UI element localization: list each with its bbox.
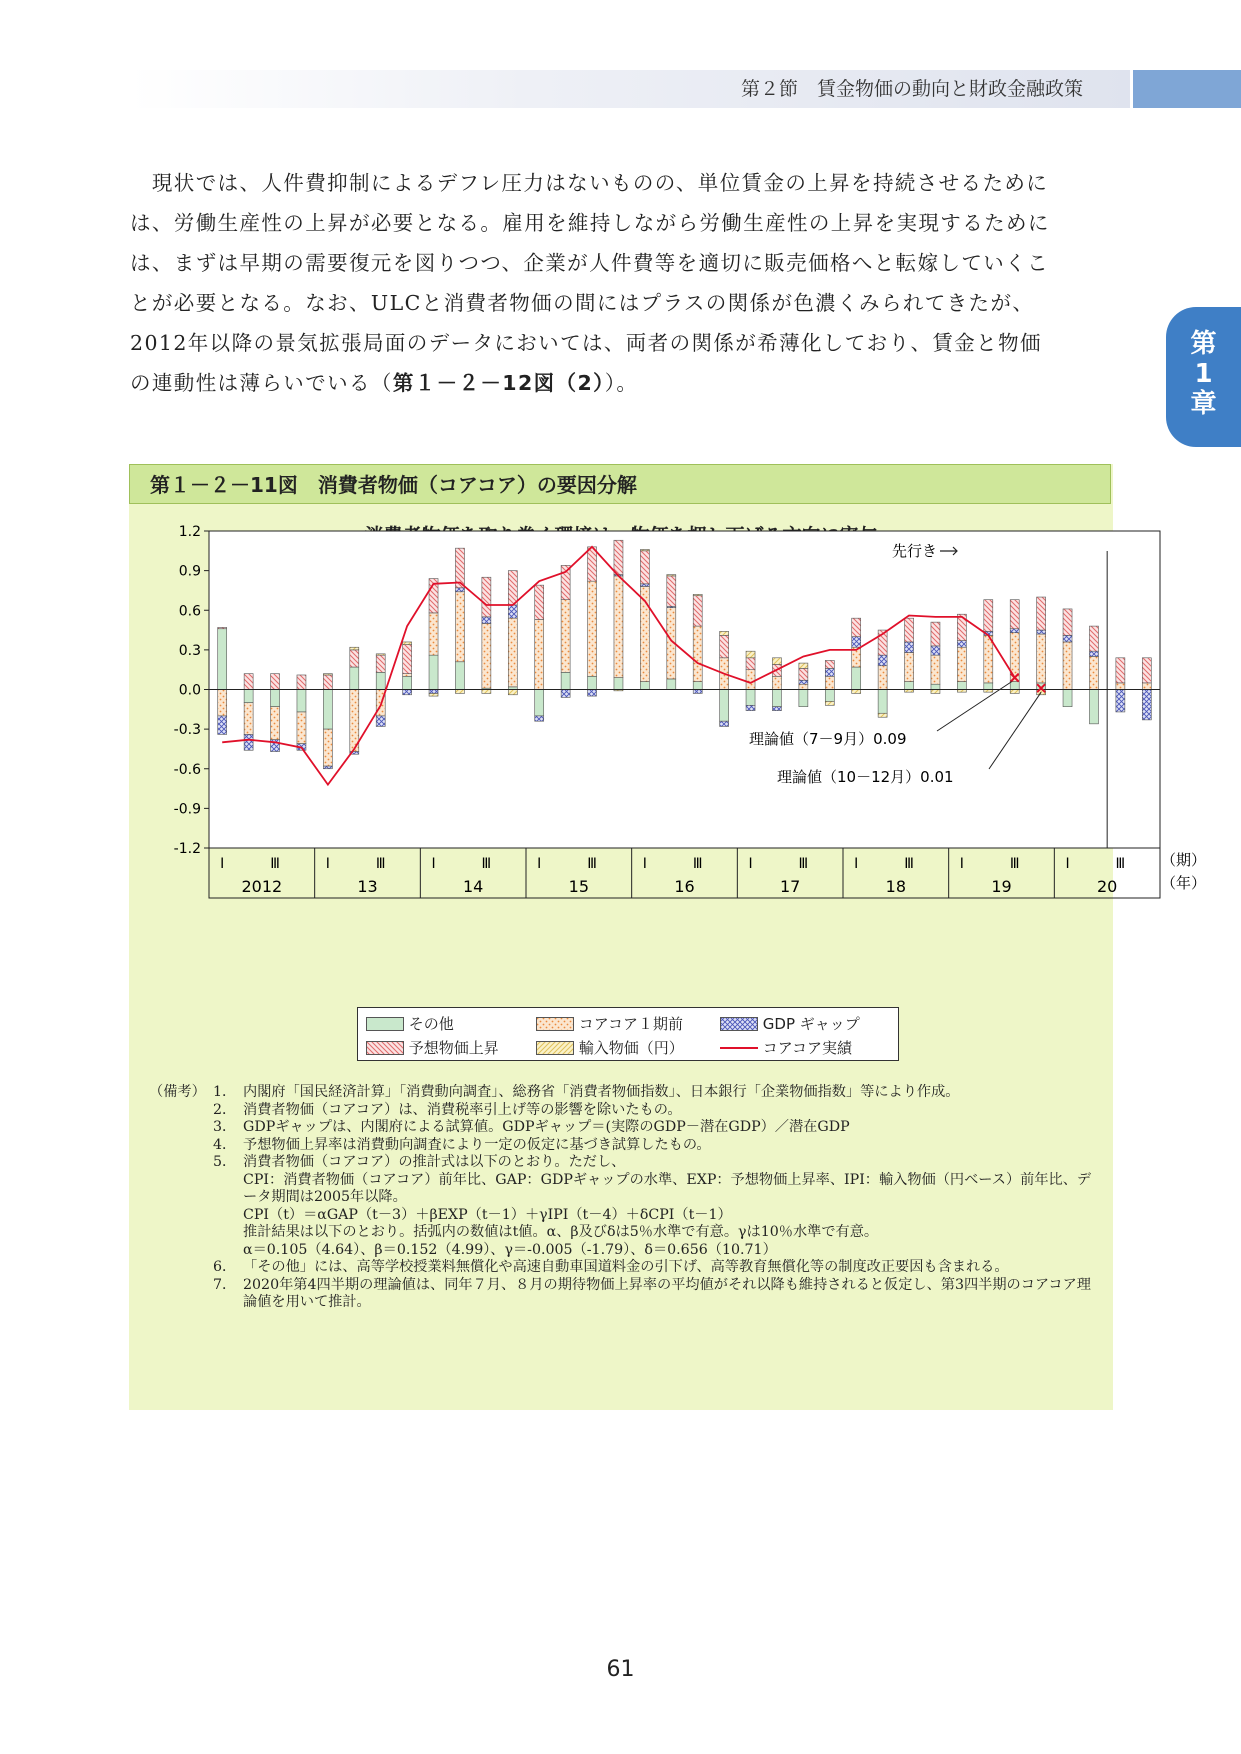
quarter-label-iii: Ⅲ <box>1115 856 1126 872</box>
bar-imp-2016Q4 <box>720 631 729 635</box>
bar-gdp-2018Q2 <box>878 655 887 666</box>
annotation-q3: 理論値（7－9月）0.09 <box>749 730 907 748</box>
bar-imp-2018Q4 <box>931 690 940 694</box>
y-tick-label: 0.9 <box>178 563 201 580</box>
bar-exp-2015Q3 <box>588 547 597 581</box>
bar-exp-2012Q4 <box>297 675 306 690</box>
notes-label: （備考） <box>149 1084 206 1100</box>
bar-imp-2014Q3 <box>482 690 491 694</box>
note-row <box>149 1259 1099 1277</box>
bar-exp-2016Q2 <box>667 576 676 606</box>
quarter-label-iii: Ⅲ <box>587 856 597 872</box>
bar-gdp-2020Q1 <box>1063 635 1072 642</box>
bar-gdp-2014Q3 <box>482 617 491 624</box>
note-text: 推計結果は以下のとおり。括弧内の数値はt値。α、β及びδは5％水準で有意。γは10％水準で有意。 <box>243 1224 879 1240</box>
notes-label <box>149 1119 213 1137</box>
y-tick-label: 1.2 <box>178 524 201 540</box>
bar-other-2013Q2 <box>350 667 359 689</box>
note-text: 予想物価上昇率は消費動向調査により一定の仮定に基づき試算したもの。 <box>243 1136 711 1153</box>
note-row <box>149 1084 1099 1102</box>
bar-imp-2014Q4 <box>508 690 517 695</box>
bar-gdp-2014Q1 <box>429 690 438 694</box>
x-unit-period: （期） <box>1161 851 1207 869</box>
bar-imp-2016Q2 <box>667 575 676 576</box>
bar-gdp-2017Q2 <box>772 707 781 711</box>
legend-item-gdp <box>720 1013 860 1034</box>
bar-exp-2020Q1 <box>1063 609 1072 635</box>
y-tick-label: 0.6 <box>178 603 201 620</box>
note-row <box>149 1277 1099 1312</box>
note-number: 5． <box>213 1154 237 1170</box>
notes-label <box>149 1259 213 1277</box>
legend-item-imp <box>536 1037 684 1058</box>
notes-label <box>149 1224 213 1242</box>
body-line: 2012年以降の景気拡張局面のデータにおいては、両者の関係が希薄化しており、賃金と物価 <box>130 331 1042 355</box>
bar-lag-2014Q2 <box>455 592 464 662</box>
bar-other-2016Q3 <box>693 682 702 690</box>
bar-gdp-2018Q1 <box>852 637 861 648</box>
quarter-label-i: Ⅰ <box>220 856 225 872</box>
legend-swatch-imp <box>536 1041 574 1055</box>
bar-other-2015Q2 <box>561 672 570 689</box>
note-number: 6． <box>213 1259 237 1275</box>
bar-lag-2020Q1 <box>1063 642 1072 690</box>
note-row <box>149 1224 1099 1242</box>
year-label: 20 <box>1096 877 1118 896</box>
legend-label-imp: 輸入物価（円） <box>578 1039 684 1057</box>
quarter-label-iii: Ⅲ <box>481 856 492 872</box>
bar-gdp-2016Q1 <box>640 584 649 587</box>
bar-lag-2017Q2 <box>772 676 781 689</box>
legend-label-other: その他 <box>408 1015 454 1033</box>
bar-gdp-2015Q2 <box>561 690 570 698</box>
bar-exp-2020Q2 <box>1089 626 1098 651</box>
bar-imp-2019Q3 <box>1010 690 1019 694</box>
bar-exp-2020Q4 <box>1142 658 1151 683</box>
notes-label <box>149 1242 213 1260</box>
quarter-label-i: Ⅰ <box>431 856 436 872</box>
note-number <box>213 1242 243 1260</box>
bar-gdp-2015Q1 <box>535 716 544 721</box>
bar-lag-2019Q2 <box>984 635 993 683</box>
bar-other-2012Q4 <box>297 690 306 712</box>
body-line: は、まずは早期の需要復元を図りつつ、企業が人件費等を適切に販売価格へと転嫁していくこ <box>130 251 1049 275</box>
bar-other-2015Q4 <box>614 678 623 690</box>
bar-exp-2016Q3 <box>693 596 702 626</box>
legend-label-lag: コアコア１期前 <box>578 1015 684 1033</box>
legend-item-lag <box>536 1013 683 1034</box>
bar-imp-2018Q2 <box>878 713 887 717</box>
bar-gdp-2018Q4 <box>931 646 940 655</box>
year-label: 15 <box>568 877 590 896</box>
chapter-tab-line3: 章 <box>1190 389 1217 419</box>
legend-label-exp: 予想物価上昇 <box>408 1039 499 1057</box>
note-row <box>149 1137 1099 1155</box>
header-accent-block <box>1133 70 1241 108</box>
quarter-label-i: Ⅰ <box>537 856 542 872</box>
bar-lag-2019Q4 <box>1037 634 1046 683</box>
quarter-label-i: Ⅰ <box>854 856 859 872</box>
note-row <box>149 1119 1099 1137</box>
bar-other-2016Q1 <box>640 682 649 690</box>
bar-lag-2014Q3 <box>482 623 491 688</box>
quarter-label-i: Ⅰ <box>959 856 964 872</box>
bar-gdp-2017Q3 <box>799 680 808 684</box>
bar-gdp-2013Q1 <box>323 766 332 769</box>
y-tick-label: 0.0 <box>178 682 201 699</box>
bar-lag-2014Q4 <box>508 618 517 687</box>
bar-exp-2019Q3 <box>1010 600 1019 629</box>
bar-exp-2013Q1 <box>323 675 332 690</box>
bar-lag-2018Q4 <box>931 655 940 684</box>
bar-imp-2014Q2 <box>455 690 464 694</box>
body-line: とが必要となる。なお、ULCと消費者物価の間にはプラスの関係が色濃くみられてきたが、 <box>130 291 1035 315</box>
bar-lag-2012Q2 <box>244 703 253 735</box>
bar-exp-2016Q1 <box>640 551 649 584</box>
bar-gdp-2014Q2 <box>455 588 464 592</box>
body-line: 現状では、人件費抑制によるデフレ圧力はないものの、単位賃金の上昇を持続させるために <box>130 171 1049 195</box>
quarter-label-i: Ⅰ <box>1065 856 1070 872</box>
bar-imp-2016Q3 <box>693 594 702 595</box>
bar-other-2019Q1 <box>957 682 966 690</box>
bar-exp-2014Q3 <box>482 577 491 617</box>
chapter-tab-line1: 第 <box>1190 329 1217 359</box>
y-tick-label: 0.3 <box>178 642 201 659</box>
quarter-label-iii: Ⅲ <box>1009 856 1020 872</box>
bar-exp-2012Q3 <box>271 674 280 690</box>
bar-lag-2017Q3 <box>799 684 808 689</box>
bar-lag-2016Q3 <box>693 626 702 681</box>
bar-exp-2017Q4 <box>825 660 834 668</box>
note-number: 1． <box>213 1084 237 1100</box>
bar-other-2016Q4 <box>720 690 729 722</box>
bar-imp-2017Q2 <box>772 658 781 665</box>
legend-swatch-other <box>366 1017 404 1031</box>
bar-gdp-2019Q4 <box>1037 630 1046 634</box>
bar-gdp-2012Q1 <box>218 716 227 734</box>
bar-gdp-2017Q1 <box>746 705 755 710</box>
bar-exp-2013Q3 <box>376 655 385 672</box>
bar-other-2015Q1 <box>535 690 544 716</box>
note-number <box>213 1224 243 1242</box>
bar-lag-2012Q4 <box>297 712 306 744</box>
note-text: 2020年第4四半期の理論値は、同年７月、８月の期待物価上昇率の平均値がそれ以降も維持されると仮定し、第3四半期のコアコア理論値を用いて推計。 <box>243 1276 1091 1310</box>
bar-gdp-2013Q3 <box>376 716 385 727</box>
bar-exp-2017Q1 <box>746 658 755 670</box>
note-row <box>149 1102 1099 1120</box>
bar-other-2017Q3 <box>799 690 808 707</box>
legend-label-gdp: GDP ギャップ <box>762 1015 860 1033</box>
year-label: 14 <box>462 877 484 896</box>
note-text: 消費者物価（コアコア）は、消費税率引上げ等の影響を除いたもの。 <box>243 1101 682 1118</box>
bar-exp-2018Q3 <box>905 618 914 642</box>
bar-other-2018Q3 <box>905 682 914 690</box>
bar-gdp-2020Q3 <box>1116 690 1125 712</box>
y-tick-label: -0.3 <box>173 722 201 739</box>
bar-other-2014Q1 <box>429 655 438 689</box>
legend-item-actual <box>720 1037 852 1058</box>
bar-lag-2014Q1 <box>429 613 438 655</box>
bar-gdp-2019Q3 <box>1010 629 1019 633</box>
chapter-tab-line2: 1 <box>1194 359 1213 389</box>
bar-other-2020Q1 <box>1063 690 1072 707</box>
bar-imp-2016Q1 <box>640 549 649 550</box>
body-paragraph <box>130 163 1110 403</box>
legend-swatch-lag <box>536 1017 574 1031</box>
bar-exp-2013Q4 <box>403 645 412 674</box>
bar-exp-2019Q2 <box>984 600 993 632</box>
quarter-label-iii: Ⅲ <box>798 856 809 872</box>
note-row <box>149 1172 1099 1207</box>
note-text: 消費者物価（コアコア）の推計式は以下のとおり。ただし、 <box>243 1154 626 1170</box>
x-unit-year: （年） <box>1161 874 1207 892</box>
bar-imp-2014Q1 <box>429 693 438 696</box>
bar-exp-2012Q1 <box>218 627 227 628</box>
quarter-label-iii: Ⅲ <box>692 856 703 872</box>
legend-item-exp <box>366 1037 499 1058</box>
note-row <box>149 1207 1099 1225</box>
notes-label <box>149 1172 213 1207</box>
bar-other-2013Q3 <box>376 672 385 689</box>
year-label: 2012 <box>241 877 283 896</box>
note-text: GDPギャップは、内閣府による試算値。GDPギャップ＝(実際のGDP－潜在GDP）／潜在GDP <box>243 1119 850 1135</box>
bar-gdp-2020Q4 <box>1142 690 1151 720</box>
note-text: α＝0.105（4.64）、β＝0.152（4.99）、γ＝-0.005（-1.79）、δ＝0.656（10.71） <box>243 1241 777 1258</box>
legend-item-other <box>366 1013 454 1034</box>
quarter-label-iii: Ⅲ <box>270 856 280 872</box>
bar-gdp-2018Q3 <box>905 642 914 653</box>
year-label: 17 <box>779 877 801 896</box>
note-row <box>149 1242 1099 1260</box>
legend-swatch-actual <box>720 1041 758 1055</box>
annotation-q4: 理論値（10－12月）0.01 <box>777 768 954 786</box>
bar-exp-2018Q4 <box>931 622 940 646</box>
quarter-label-iii: Ⅲ <box>904 856 914 872</box>
note-number <box>213 1207 243 1225</box>
bar-other-2013Q1 <box>323 690 332 730</box>
note-number <box>213 1172 243 1207</box>
note-text: 内閣府「国民経済計算」「消費動向調査」、総務省「消費者物価指数」、日本銀行「企業物価指数」等により作成。 <box>243 1084 960 1100</box>
year-label: 18 <box>885 877 907 896</box>
bar-exp-2014Q4 <box>508 571 517 605</box>
bar-lag-2012Q1 <box>218 690 227 716</box>
bar-exp-2020Q3 <box>1116 658 1125 683</box>
bar-gdp-2013Q4 <box>403 690 412 695</box>
chart-svg <box>129 464 1207 1074</box>
notes-label <box>149 1102 213 1120</box>
bar-gdp-2016Q4 <box>720 721 729 726</box>
bar-gdp-2016Q3 <box>693 690 702 694</box>
bar-other-2012Q2 <box>244 690 253 703</box>
quarter-label-i: Ⅰ <box>325 856 330 872</box>
bar-imp-2013Q2 <box>350 647 359 650</box>
note-text: 「その他」には、高等学校授業料無償化や高速自動車国道料金の引下げ、高等教育無償化等の制度改正要因も含まれる。 <box>243 1259 1009 1275</box>
bar-exp-2015Q2 <box>561 565 570 599</box>
bar-lag-2017Q4 <box>825 676 834 689</box>
bar-other-2019Q3 <box>1010 682 1019 690</box>
body-line: は、労働生産性の上昇が必要となる。雇用を維持しながら労働生産性の上昇を実現するために <box>130 211 1050 235</box>
bar-gdp-2012Q2 <box>244 734 253 750</box>
note-row <box>149 1154 1099 1172</box>
notes-label <box>149 1207 213 1225</box>
quarter-label-i: Ⅰ <box>642 856 647 872</box>
quarter-label-i: Ⅰ <box>748 856 753 872</box>
bar-imp-2017Q3 <box>799 663 808 668</box>
body-line-pre: の連動性は薄らいでいる（ <box>130 371 393 395</box>
bar-other-2018Q4 <box>931 684 940 689</box>
figure-reference-link[interactable]: 第１－２－12図（2） <box>392 371 605 395</box>
note-text: CPI：消費者物価（コアコア）前年比、GAP：GDPギャップの水準、EXP：予想物価上昇率、IPI：輸入物価（円ベース）前年比、データ期間は2005年以降。 <box>243 1171 1092 1205</box>
y-tick-label: -1.2 <box>173 841 201 857</box>
body-line-last <box>130 363 1110 403</box>
figure-title: 第１－２－11図 消費者物価（コアコア）の要因分解 <box>129 464 1111 504</box>
bar-other-2019Q2 <box>984 683 993 690</box>
bar-imp-2013Q4 <box>403 642 412 645</box>
bar-lag-2013Q4 <box>403 674 412 677</box>
notes-label <box>149 1154 213 1172</box>
page-number: 61 <box>606 1657 635 1682</box>
bar-lag-2012Q3 <box>271 707 280 740</box>
bar-lag-2015Q1 <box>535 619 544 689</box>
forecast-label: 先行き <box>891 542 937 560</box>
legend-label-actual: コアコア実績 <box>762 1039 853 1057</box>
bar-exp-2016Q4 <box>720 635 729 657</box>
year-label: 19 <box>991 877 1012 896</box>
bar-gdp-2014Q4 <box>508 605 517 618</box>
bar-gdp-2015Q3 <box>588 690 597 697</box>
legend <box>357 1007 899 1061</box>
bar-exp-2017Q3 <box>799 668 808 680</box>
bar-imp-2017Q1 <box>746 651 755 658</box>
bar-gdp-2020Q2 <box>1089 651 1098 656</box>
note-number: 2． <box>213 1101 237 1118</box>
figure-panel <box>129 464 1207 1410</box>
bar-lag-2017Q1 <box>746 670 755 690</box>
bar-lag-2020Q4 <box>1142 683 1151 690</box>
bar-other-2018Q1 <box>852 667 861 689</box>
bar-other-2012Q1 <box>218 629 227 690</box>
bar-lag-2020Q2 <box>1089 656 1098 689</box>
note-number: 4． <box>213 1136 237 1153</box>
year-label: 16 <box>674 877 695 896</box>
bar-lag-2015Q4 <box>614 576 623 678</box>
legend-swatch-exp <box>366 1041 404 1055</box>
figure-notes <box>149 1084 1099 1312</box>
bar-lag-2015Q2 <box>561 600 570 673</box>
bar-other-2014Q2 <box>455 662 464 690</box>
bar-other-2013Q4 <box>403 676 412 689</box>
bar-exp-2015Q4 <box>614 540 623 574</box>
note-text: CPI（t）＝αGAP（t－3）＋βEXP（t－1）＋γIPI（t－4）＋δCPI（t－1） <box>243 1206 732 1223</box>
section-header: 第２節 賃金物価の動向と財政金融政策 <box>740 78 1083 100</box>
bar-other-2017Q1 <box>746 690 755 706</box>
bar-other-2018Q2 <box>878 690 887 714</box>
bar-other-2012Q3 <box>271 690 280 707</box>
bar-other-2017Q4 <box>825 690 834 702</box>
bar-exp-2013Q2 <box>350 650 359 667</box>
bar-gdp-2019Q1 <box>957 641 966 648</box>
notes-label <box>149 1277 213 1312</box>
bar-lag-2018Q2 <box>878 666 887 690</box>
legend-swatch-gdp <box>720 1017 758 1031</box>
notes-label <box>149 1137 213 1155</box>
note-number: 3． <box>213 1119 237 1135</box>
year-label: 13 <box>357 877 378 896</box>
bar-exp-2015Q1 <box>535 585 544 619</box>
bar-other-2015Q3 <box>588 676 597 689</box>
bar-lag-2020Q3 <box>1116 683 1125 690</box>
bar-other-2020Q2 <box>1089 690 1098 724</box>
bar-other-2017Q2 <box>772 690 781 707</box>
y-tick-label: -0.6 <box>173 761 201 778</box>
bar-imp-2013Q3 <box>376 654 385 655</box>
chapter-tab[interactable] <box>1166 307 1241 447</box>
bar-exp-2018Q1 <box>852 618 861 636</box>
bar-exp-2012Q2 <box>244 674 253 690</box>
bar-imp-2018Q1 <box>852 690 861 694</box>
y-tick-label: -0.9 <box>173 801 201 818</box>
body-line-post: ）。 <box>604 371 639 395</box>
bar-imp-2013Q1 <box>323 674 332 675</box>
bar-imp-2017Q4 <box>825 701 834 705</box>
quarter-label-iii: Ⅲ <box>375 856 386 872</box>
bar-lag-2013Q1 <box>323 729 332 766</box>
bar-other-2016Q2 <box>667 679 676 690</box>
bar-gdp-2017Q4 <box>825 668 834 676</box>
bar-lag-2015Q3 <box>588 581 597 676</box>
note-number: 7． <box>213 1276 237 1293</box>
bar-exp-2019Q4 <box>1037 597 1046 630</box>
bar-lag-2018Q3 <box>905 653 914 682</box>
bar-lag-2019Q1 <box>957 647 966 681</box>
